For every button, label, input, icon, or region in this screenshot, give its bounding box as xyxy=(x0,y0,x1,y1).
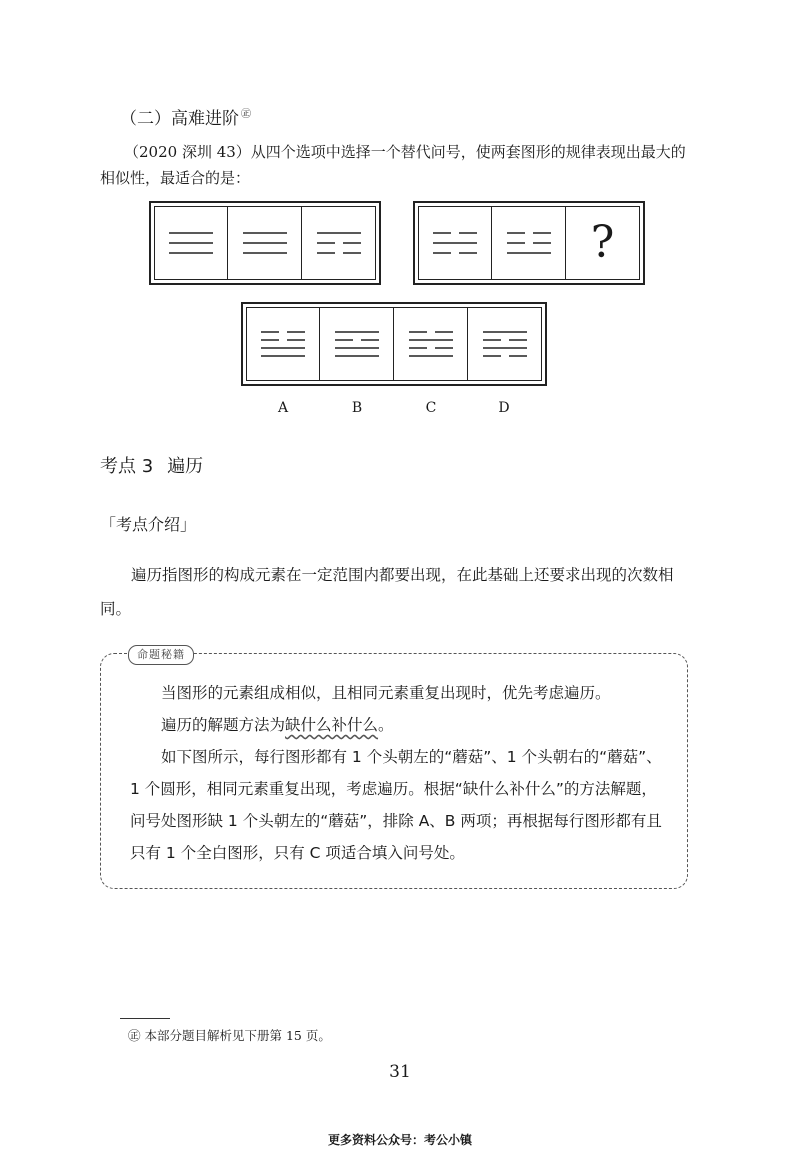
line-figure xyxy=(315,223,363,263)
tip-paragraph-2: 遍历的解题方法为缺什么补什么。 xyxy=(161,716,394,734)
intro-heading: 「考点介绍」 xyxy=(100,515,197,534)
set2-cell-1 xyxy=(418,206,492,280)
option-label-a: A xyxy=(277,400,289,416)
line-figure xyxy=(167,223,215,263)
set1-cell-3 xyxy=(302,206,376,280)
line-figure xyxy=(481,324,529,364)
set2-cell-3 xyxy=(566,206,640,280)
kaodian-title: 遍历 xyxy=(167,456,204,477)
line-figure xyxy=(431,223,479,263)
footnote-rule xyxy=(120,1018,170,1019)
line-figure xyxy=(505,223,553,263)
line-figure xyxy=(259,324,307,364)
page-number: 31 xyxy=(389,1062,411,1082)
intro-body: 遍历指图形的构成元素在一定范围内都要出现，在此基础上还要求出现的次数相同。 xyxy=(100,566,674,618)
line-figure xyxy=(241,223,289,263)
question-mark: ? xyxy=(590,217,615,268)
section-title: （二）高难进阶 ㊣ xyxy=(120,109,251,129)
kaodian-heading xyxy=(100,452,217,478)
tip-paragraph-3: 如下图所示，每行图形都有 1 个头朝左的“蘑菇”、1 个头朝右的“蘑菇”、1 个圆形，相同元素重复出现，考虑遍历。根据“缺什么补什么”的方法解题，问号处图形缺 1 个头朝左的“蘑菇”，排除 A、B 两项；再根据每行图形都有且只有 1 个全白图形，只有 C 项适合填入问号处。 xyxy=(130,748,662,862)
line-figure xyxy=(333,324,381,364)
answer-options xyxy=(241,302,547,386)
figure-set-2 xyxy=(413,201,645,285)
set1-cell-2 xyxy=(228,206,302,280)
option-label-c: C xyxy=(425,400,437,416)
option-cell-2 xyxy=(320,307,394,381)
option-label-d: D xyxy=(498,400,510,416)
footnote: ㊣ 本部分题目解析见下册第 15 页。 xyxy=(128,1028,331,1043)
option-cell-3 xyxy=(394,307,468,381)
star-icon: ㊣ xyxy=(241,109,251,121)
kaodian-number: 考点 3 xyxy=(100,456,154,477)
wavy-underlined-text: 缺什么补什么 xyxy=(285,716,379,734)
tip-paragraph-1: 当图形的元素组成相似，且相同元素重复出现时，优先考虑遍历。 xyxy=(161,684,611,702)
option-cell-4 xyxy=(468,307,542,381)
set1-cell-1 xyxy=(154,206,228,280)
figure-set-1 xyxy=(149,201,381,285)
line-figure xyxy=(407,324,455,364)
set2-cell-2 xyxy=(492,206,566,280)
option-cell-1 xyxy=(246,307,320,381)
bottom-note: 更多资料公众号：考公小镇 xyxy=(327,1133,472,1147)
tip-badge: 命题秘籍 xyxy=(128,645,194,665)
option-label-b: B xyxy=(351,400,363,416)
question-text: （2020 深圳 43）从四个选项中选择一个替代问号，使两套图形的规律表现出最大的相似性，最适合的是： xyxy=(100,143,686,187)
